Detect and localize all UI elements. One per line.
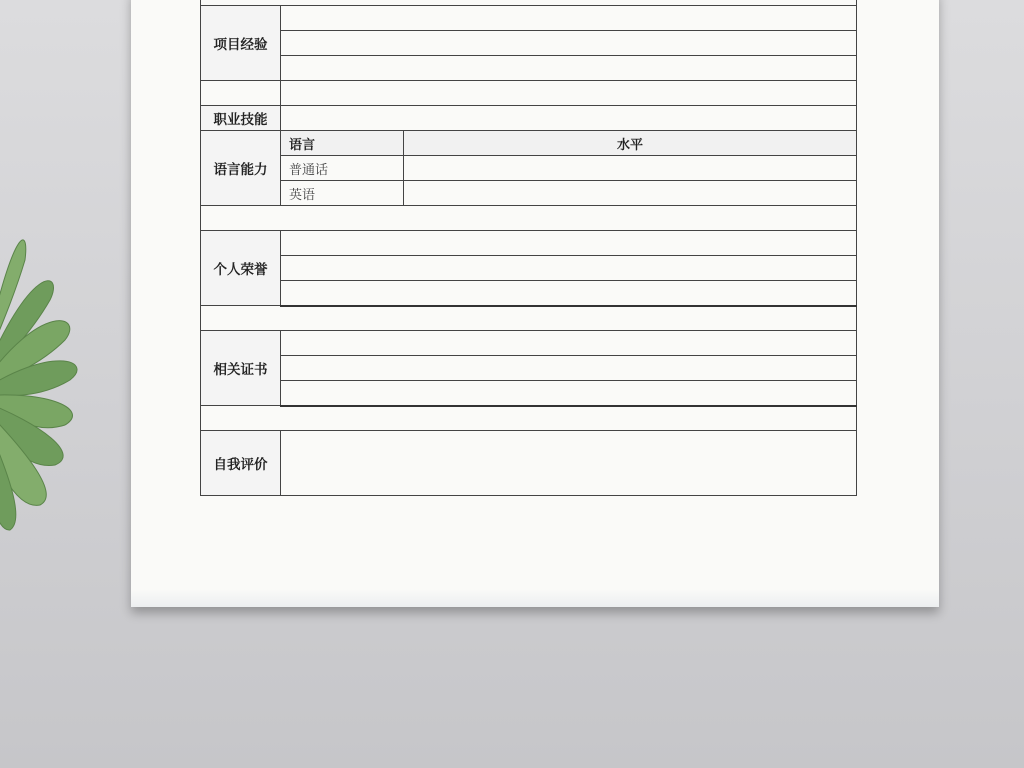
section-label-language-ability: 语言能力	[201, 131, 281, 206]
table-cell	[404, 156, 857, 181]
level-column-header: 水平	[404, 131, 857, 156]
section-label-self-evaluation: 自我评价	[201, 431, 281, 496]
table-cell	[281, 106, 857, 131]
language-column-header: 语言	[281, 131, 404, 156]
table-cell	[281, 331, 857, 356]
section-label-personal-honors: 个人荣誉	[201, 231, 281, 306]
table-cell	[201, 81, 281, 106]
table-cell	[281, 431, 857, 496]
language-mandarin: 普通话	[281, 156, 404, 181]
table-cell	[281, 256, 857, 281]
table-cell	[281, 231, 857, 256]
language-english: 英语	[281, 181, 404, 206]
table-cell	[281, 6, 857, 31]
table-cell	[281, 356, 857, 381]
table-row	[201, 306, 857, 331]
resume-page	[131, 0, 939, 607]
table-cell	[281, 381, 857, 406]
table-cell	[281, 31, 857, 56]
table-cell	[404, 181, 857, 206]
table-cell	[281, 281, 857, 306]
table-row	[201, 406, 857, 431]
resume-table	[200, 0, 857, 496]
palm-leaf-decoration	[0, 220, 100, 550]
section-label-project-experience: 项目经验	[201, 6, 281, 81]
table-row	[201, 206, 857, 231]
page-footer-shade	[131, 589, 939, 607]
section-label-professional-skills: 职业技能	[201, 106, 281, 131]
table-cell	[281, 81, 857, 106]
table-cell	[281, 56, 857, 81]
section-label-certificates: 相关证书	[201, 331, 281, 406]
